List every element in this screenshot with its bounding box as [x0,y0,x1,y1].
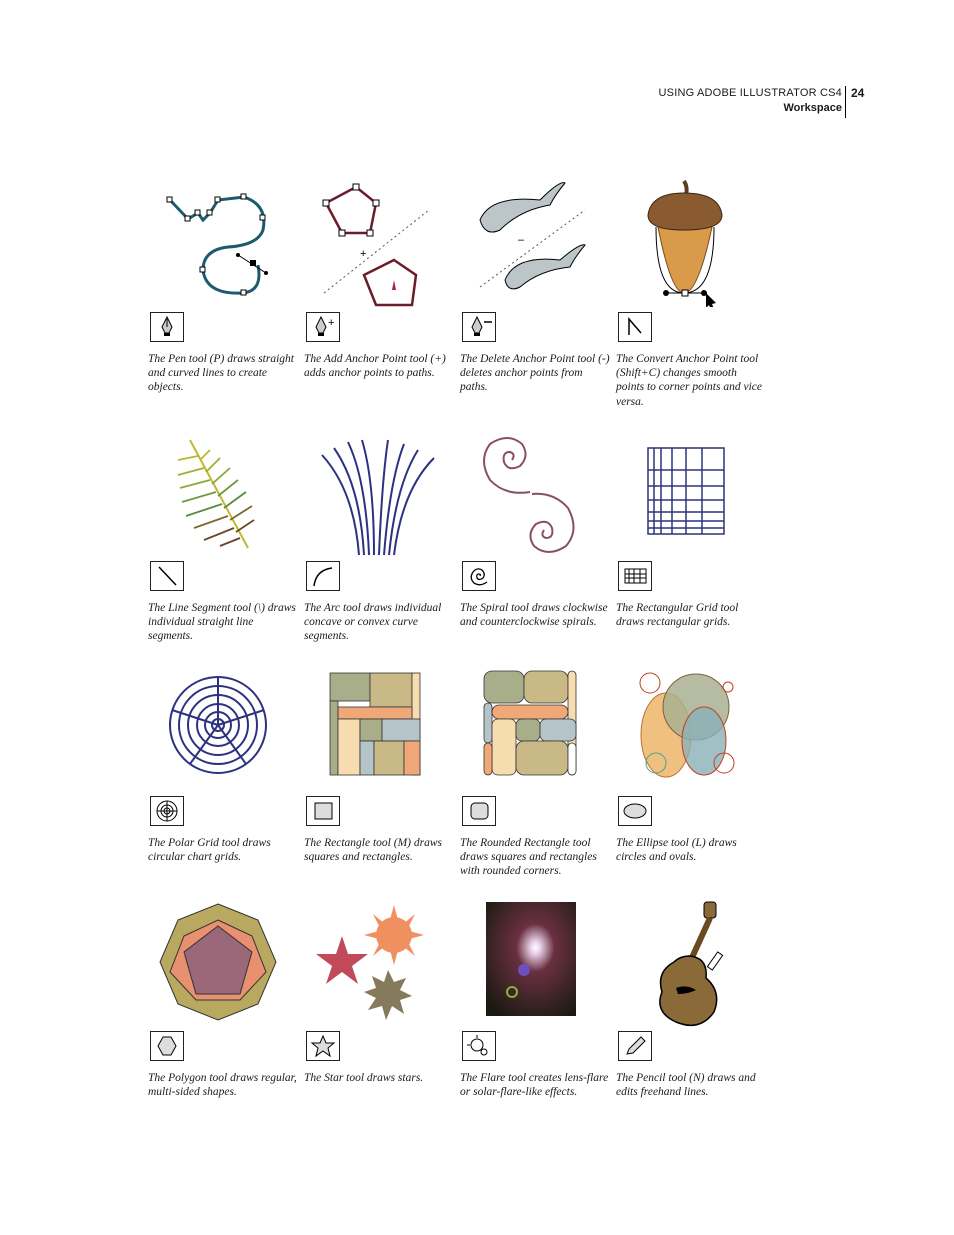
spiral-tool-icon[interactable] [462,561,496,591]
page-number: 24 [851,86,865,100]
guitar-illustration [616,900,766,1032]
pen-tool-icon[interactable] [150,312,184,342]
svg-text:+: + [328,317,335,329]
add-anchor-illustration [304,175,454,307]
star-illustration [304,900,454,1032]
polar-grid-caption: The Polar Grid tool draws circular chart grids. [148,837,271,864]
fern-leaf-illustration [148,430,298,562]
rectangle-illustration [304,665,454,797]
rectangular-grid-illustration [616,430,766,562]
header-divider [845,86,846,118]
pencil-caption: The Pencil tool (N) draws and edits freehand lines. [616,1072,756,1099]
delete-anchor-point-icon[interactable] [462,312,496,342]
arc-fountain-illustration [304,430,454,562]
rectangle-caption: The Rectangle tool (M) draws squares and rectangles. [304,837,442,864]
lens-flare-illustration [460,900,610,1032]
rounded-rectangle-illustration [460,665,610,797]
running-header [659,86,842,116]
rectangular-grid-icon[interactable] [618,561,652,591]
polygon-caption: The Polygon tool draws regular, multi-sided shapes. [148,1072,297,1099]
polygon-illustration [148,900,298,1032]
rectangle-tool-icon[interactable] [306,796,340,826]
star-caption: The Star tool draws stars. [304,1072,424,1084]
polygon-tool-icon[interactable] [150,1031,184,1061]
pen-caption: The Pen tool (P) draws straight and curved lines to create objects. [148,353,294,394]
line-segment-icon[interactable] [150,561,184,591]
flare-tool-icon[interactable] [462,1031,496,1061]
svg-text:+: + [360,248,367,260]
pen-illustration [148,175,298,307]
ellipse-caption: The Ellipse tool (L) draws circles and ovals. [616,837,737,864]
convert-anchor-point-icon[interactable] [618,312,652,342]
svg-text:–: – [518,234,525,246]
ellipse-illustration [616,665,766,797]
polar-grid-illustration [148,665,298,797]
arc-tool-icon[interactable] [306,561,340,591]
delete-anchor-caption: The Delete Anchor Point tool (-) deletes anchor points from paths. [460,353,610,394]
convert-anchor-caption: The Convert Anchor Point tool (Shift+C) changes smooth points to corner points and vice versa. [616,353,762,408]
book-title: USING ADOBE ILLUSTRATOR CS4 [658,87,842,99]
line-segment-caption: The Line Segment tool (\) draws individual straight line segments. [148,602,296,643]
add-anchor-point-icon[interactable] [306,312,340,342]
delete-anchor-illustration [460,175,610,307]
rounded-rectangle-icon[interactable] [462,796,496,826]
ellipse-tool-icon[interactable] [618,796,652,826]
add-anchor-caption: The Add Anchor Point tool (+) adds anchor points to paths. [304,353,446,380]
spiral-illustration [460,430,610,562]
star-tool-icon[interactable] [306,1031,340,1061]
section-title: Workspace [783,102,842,114]
polar-grid-icon[interactable] [150,796,184,826]
arc-caption: The Arc tool draws individual concave or convex curve segments. [304,602,442,643]
pencil-tool-icon[interactable] [618,1031,652,1061]
spiral-caption: The Spiral tool draws clockwise and counterclockwise spirals. [460,602,608,629]
rect-grid-caption: The Rectangular Grid tool draws rectangular grids. [616,602,739,629]
acorn-illustration [616,175,766,307]
flare-caption: The Flare tool creates lens-flare or solar-flare-like effects. [460,1072,609,1099]
rounded-rectangle-caption: The Rounded Rectangle tool draws squares and rectangles with rounded corners. [460,837,597,878]
